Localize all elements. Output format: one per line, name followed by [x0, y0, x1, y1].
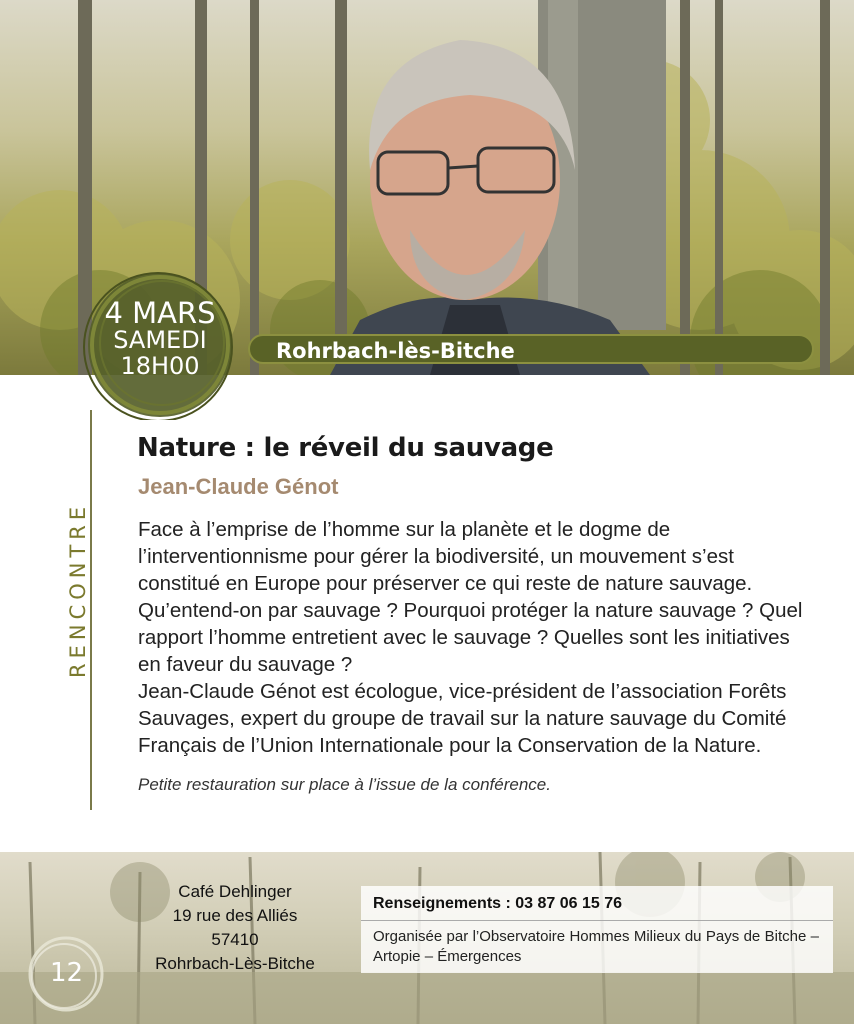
venue-city: Rohrbach-Lès-Bitche [155, 954, 315, 973]
event-weekday: SAMEDI [113, 326, 207, 355]
event-title: Nature : le réveil du sauvage [137, 433, 554, 463]
page-number: 12 [50, 958, 84, 988]
event-location: Rohrbach-lès-Bitche [276, 339, 515, 363]
date-badge [72, 270, 248, 420]
info-organizers: Organisée par l’Observatoire Hommes Milieux du Pays de Bitche – Artopie – Émergences [373, 928, 819, 965]
venue-postcode: 57410 [211, 930, 259, 949]
venue-name: Café Dehlinger [178, 882, 292, 901]
location-banner [248, 334, 814, 364]
side-divider [90, 410, 92, 810]
venue-address [140, 880, 330, 976]
info-phone: Renseignements : 03 87 06 15 76 [373, 895, 623, 912]
speaker-name: Jean-Claude Génot [138, 474, 339, 499]
refreshment-note: Petite restauration sur place à l’issue de la conférence. [138, 775, 551, 794]
info-box [361, 886, 833, 973]
category-label: RENCONTRE [66, 501, 90, 678]
event-time: 18H00 [120, 351, 200, 380]
description-paragraph: Face à l’emprise de l’homme sur la planète et le dogme de l’interventionnisme pour gérer la biodiversité, un mouvement s’est constitué en Europe pour préserver ce qui reste de nature sauvage. Qu’entend-on par sauvage ? Pourquoi protéger la nature sauvage ? Quel rapport l’homme entretient avec le sauvage ? Quelles sont les initiatives en faveur du sauvage ? [138, 518, 803, 676]
speaker-bio-paragraph: Jean-Claude Génot est écologue, vice-président de l’association Forêts Sauvages, expert du groupe de travail sur la nature sauvage du Comité Français de l’Union Internationale pour la Conservation de la Nature. [138, 680, 787, 757]
event-date: 4 MARS [104, 296, 216, 330]
info-divider [361, 920, 833, 921]
venue-street: 19 rue des Alliés [172, 906, 298, 925]
